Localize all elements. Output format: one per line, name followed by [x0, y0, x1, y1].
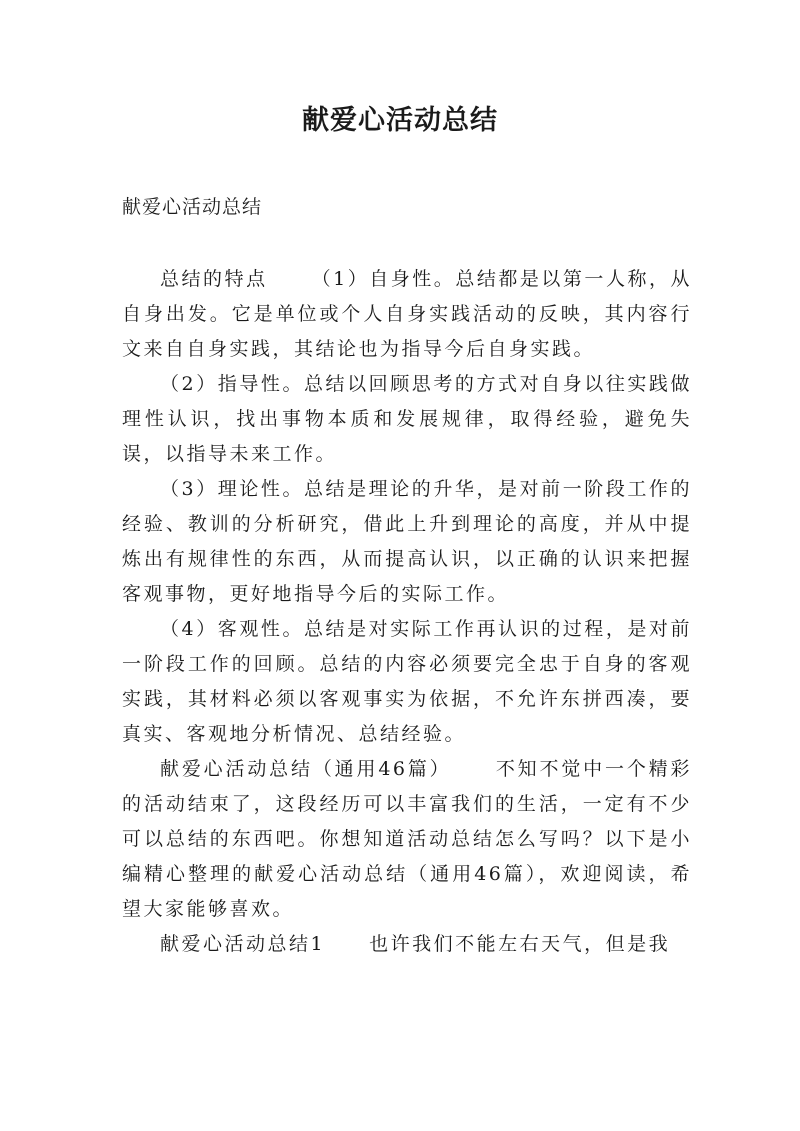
- paragraph-lead: 献爱心活动总结1: [160, 933, 326, 955]
- paragraph-lead: 献爱心活动总结（通用46篇）: [160, 758, 452, 780]
- paragraph-objectivity: [122, 612, 692, 752]
- paragraph-text: （3）理论性。总结是理论的升华，是对前一阶段工作的经验、教训的分析研究，借此上升到理论的高度，并从中提炼出有规律性的东西，从而提高认识，以正确的认识来把握客观事物，更好地指导今后的实际工作。: [122, 478, 692, 605]
- paragraph-text: 也许我们不能左右天气，但是我: [369, 933, 671, 955]
- document-title: 献爱心活动总结: [302, 105, 498, 136]
- paragraph-lead: 总结的特点: [160, 268, 268, 290]
- paragraph-intro: [122, 752, 692, 927]
- paragraph-text: 不知不觉中一个精彩的活动结束了，这段经历可以丰富我们的生活，一定有不少可以总结的东西吧。你想知道活动总结怎么写吗？以下是小编精心整理的献爱心活动总结（通用46篇），欢迎阅读，希望大家能够喜欢。: [122, 758, 692, 920]
- document-body: [122, 262, 692, 962]
- paragraph-summary-1: [122, 927, 692, 962]
- paragraph-text: （1）自身性。总结都是以第一人称，从自身出发。它是单位或个人自身实践活动的反映，其内容行文来自自身实践，其结论也为指导今后自身实践。: [122, 268, 692, 360]
- paragraph-guidance: [122, 367, 692, 472]
- paragraph-text: （4）客观性。总结是对实际工作再认识的过程，是对前一阶段工作的回顾。总结的内容必须要完全忠于自身的客观实践，其材料必须以客观事实为依据，不允许东拼西凑，要真实、客观地分析情况、总结经验。: [122, 618, 692, 745]
- paragraph-text: （2）指导性。总结以回顾思考的方式对自身以往实践做理性认识，找出事物本质和发展规律，取得经验，避免失误，以指导未来工作。: [122, 373, 692, 465]
- paragraph-features: [122, 262, 692, 367]
- document-subtitle: 献爱心活动总结: [122, 196, 263, 218]
- paragraph-theory: [122, 472, 692, 612]
